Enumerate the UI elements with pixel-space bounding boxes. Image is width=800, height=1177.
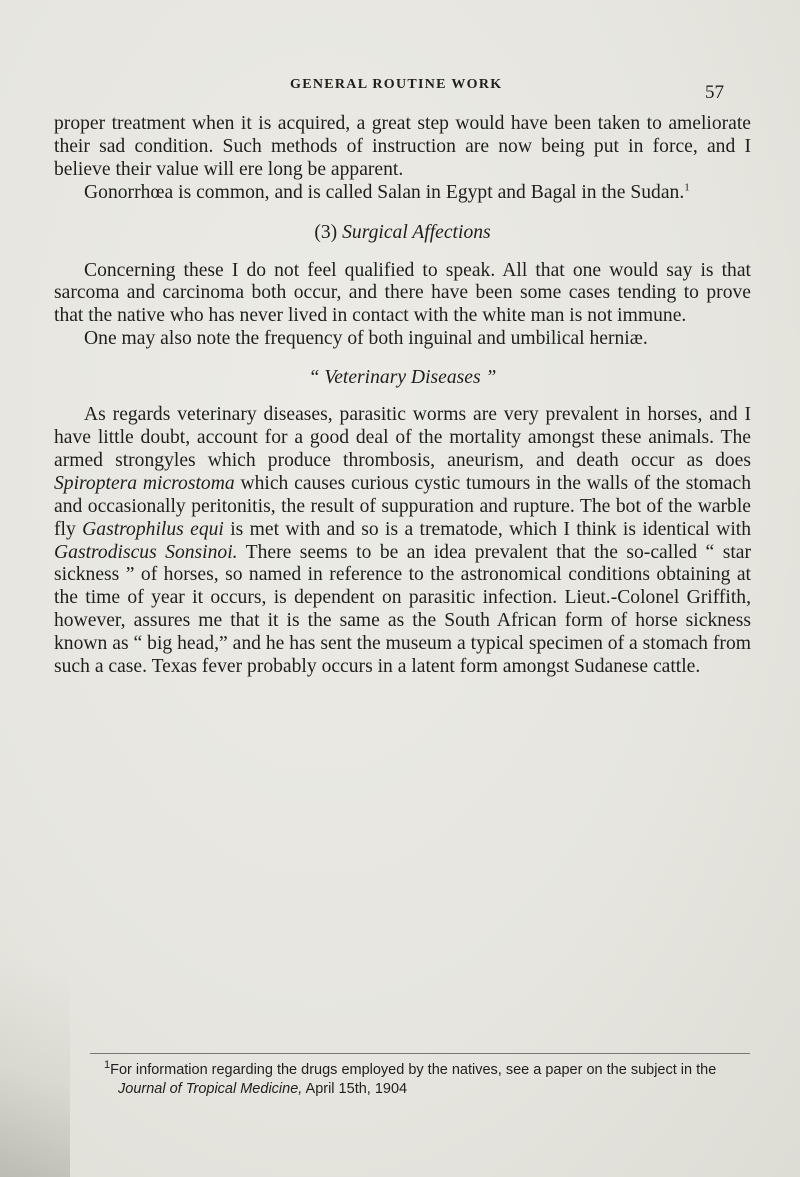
- paragraph-4-text: One may also note the frequency of both inguinal and umbilical herniæ.: [84, 328, 648, 350]
- body-text: [54, 113, 751, 679]
- species-gastrodiscus: Gastrodiscus Sonsinoi.: [54, 541, 238, 563]
- page-number: 57: [705, 82, 724, 103]
- footnote: [104, 1061, 764, 1099]
- footnote-reference: 1: [684, 181, 690, 194]
- heading-surgical-affections: [54, 222, 751, 245]
- species-gastrophilus: Gastrophilus equi: [82, 518, 224, 540]
- heading-veterinary-diseases: “ Veterinary Diseases ”: [308, 367, 497, 389]
- heading-surgical-text: Surgical Affections: [342, 221, 491, 243]
- footnote-marker: 1: [104, 1059, 111, 1072]
- paragraph-3-text: Concerning these I do not feel qualified to speak. All that one would say is that sarcoma and carcinoma both occur, and there have been some cases tending to prove that the native who has never lived in contact with the white man is not immune.: [54, 259, 751, 327]
- paragraph-5-text-c: is met with and so is a trematode, which I think is identical with: [223, 518, 752, 540]
- footnote-journal: Journal of Tropical Medicine,: [118, 1081, 303, 1097]
- footnote-date: April 15th, 1904: [302, 1081, 408, 1097]
- footnote-line-1: [104, 1061, 764, 1080]
- paragraph-1-text: proper treatment when it is acquired, a great step would have been taken to ameliorate their sad condition. Such methods of instruction are now being put in force, and I believe their value will ere long be apparent.: [54, 113, 751, 180]
- paragraph-2: [54, 182, 751, 205]
- footnote-text: For information regarding the drugs employed by the natives, see a paper on the subject in the: [110, 1062, 717, 1078]
- paragraph-5-text-a: As regards veterinary diseases, parasitic worms are very prevalent in horses, and I have little doubt, account for a good deal of the mortality amongst these animals. The armed strongyles which produce thrombosis, aneurism, and death occur as does: [54, 404, 751, 471]
- paragraph-5-text-d: There seems to be an idea prevalent that the so-called “ star sickness ” of horses, so named in reference to the astronomical conditions obtaining at the time of year it occurs, is dependent on parasitic infection. Lieut.-Colonel Griffith, however, assures me that it is the same as the South African form of horse sickness known as “ big head,” and he has sent the museum a typical specimen of a stomach from such a case. Texas fever probably occurs in a latent form amongst Sudanese cattle.: [54, 541, 751, 678]
- paragraph-1: [54, 113, 751, 182]
- species-spiroptera: Spiroptera microstoma: [54, 472, 235, 494]
- paragraph-4: [54, 328, 751, 351]
- paragraph-5: [54, 404, 751, 679]
- running-head: GENERAL ROUTINE WORK: [290, 77, 503, 92]
- paragraph-2-text: Gonorrhœa is common, and is called Salan in Egypt and Bagal in the Sudan.: [84, 181, 685, 203]
- paragraph-3: [54, 260, 751, 329]
- page-edge-shadow: [0, 917, 70, 1177]
- footnote-divider: [90, 1053, 750, 1054]
- footnote-line-2: [104, 1080, 764, 1099]
- heading-number: (3): [314, 221, 338, 243]
- paragraph-5-text-b: which causes curious cystic tumours in the walls of the stomach and occasionally peritonitis, the result of suppuration and rupture. The bot of the warble fly: [54, 472, 751, 540]
